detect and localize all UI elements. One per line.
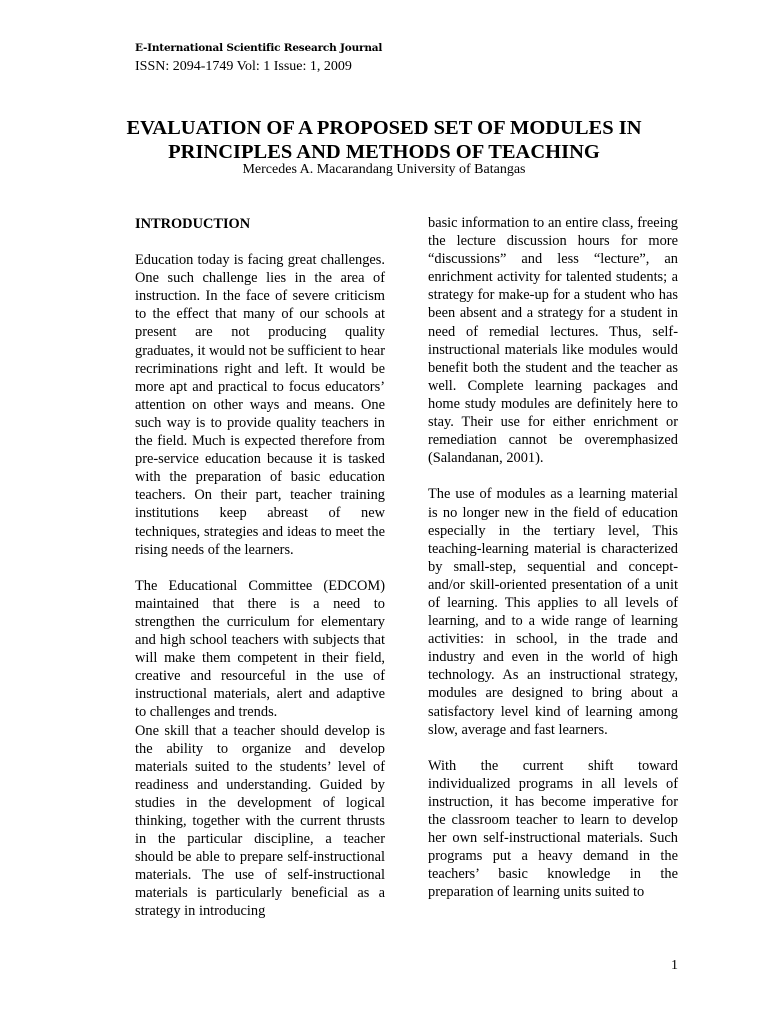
- issn-line: ISSN: 2094-1749 Vol: 1 Issue: 1, 2009: [135, 59, 352, 74]
- section-heading: INTRODUCTION: [135, 216, 251, 232]
- right-column: [428, 214, 678, 920]
- article-title: EVALUATION OF A PROPOSED SET OF MODULES IN PRINCIPLES AND METHODS OF TEACHING: [126, 117, 642, 163]
- paragraph: With the current shift toward individualized programs in all levels of instruction, it has become imperative for the classroom teacher to learn to develop her own self-instructional materials. Such programs put a heavy demand in the teachers’ basic knowledge in the preparation of learning units suited to: [428, 757, 678, 901]
- paragraph: The Educational Committee (EDCOM) maintained that there is a need to strengthen the curriculum for elementary and high school teachers with subjects that will make them competent in their field, creative and resourceful in the use of instructional materials, alert and adaptive to challenges and trends.: [135, 577, 385, 721]
- page-number: 1: [671, 958, 678, 973]
- paragraph: The use of modules as a learning material is no longer new in the field of education especially in the tertiary level, This teaching-learning material is characterized by small-step, sequential and concept-and/or skill-oriented presentation of a unit of learning. This applies to all levels of learning, and to a wide range of learning activities: in school, in the trade and industry and even in the world of high technology. As an instructional strategy, modules are designed to bring about a satisfactory level kind of learning among slow, average and fast learners.: [428, 486, 678, 738]
- paragraph: basic information to an entire class, freeing the lecture discussion hours for more “discussions” and less “lecture”, an enrichment activity for talented students; a strategy for make-up for a student who has been absent and a strategy for a student in need of remedial lectures. Thus, self-instructional materials like modules would benefit both the student and the teacher as well. Complete learning packages and home study modules are definitely here to stay. Their use for either enrichment or remediation cannot be overemphasized (Salandanan, 2001).: [428, 215, 678, 467]
- journal-name: E-International Scientific Research Journal: [135, 42, 383, 54]
- author-line: Mercedes A. Macarandang University of Batangas: [242, 162, 526, 177]
- paragraph: One skill that a teacher should develop is the ability to organize and develop materials suited to the students’ level of readiness and understanding. Guided by studies in the development of logical thinking, together with the current thrusts in the particular discipline, a teacher should be able to prepare self-instructional materials. The use of self-instructional materials is particularly beneficial as a strategy in introducing: [135, 722, 385, 920]
- paragraph: Education today is facing great challenges. One such challenge lies in the area of instruction. In the face of severe criticism to the effect that many of our schools at present are not producing quality graduates, it would not be sufficient to hear recriminations right and left. It would be more apt and practical to focus educators’ attention on other ways and means. One such way is to provide quality teachers in the field. Much is expected therefore from pre-service education because it is tasked with the preparation of basic education teachers. On their part, teacher training institutions keep abreast of new techniques, strategies and ideas to meet the rising needs of the learners.: [135, 252, 385, 558]
- left-column: [135, 215, 385, 939]
